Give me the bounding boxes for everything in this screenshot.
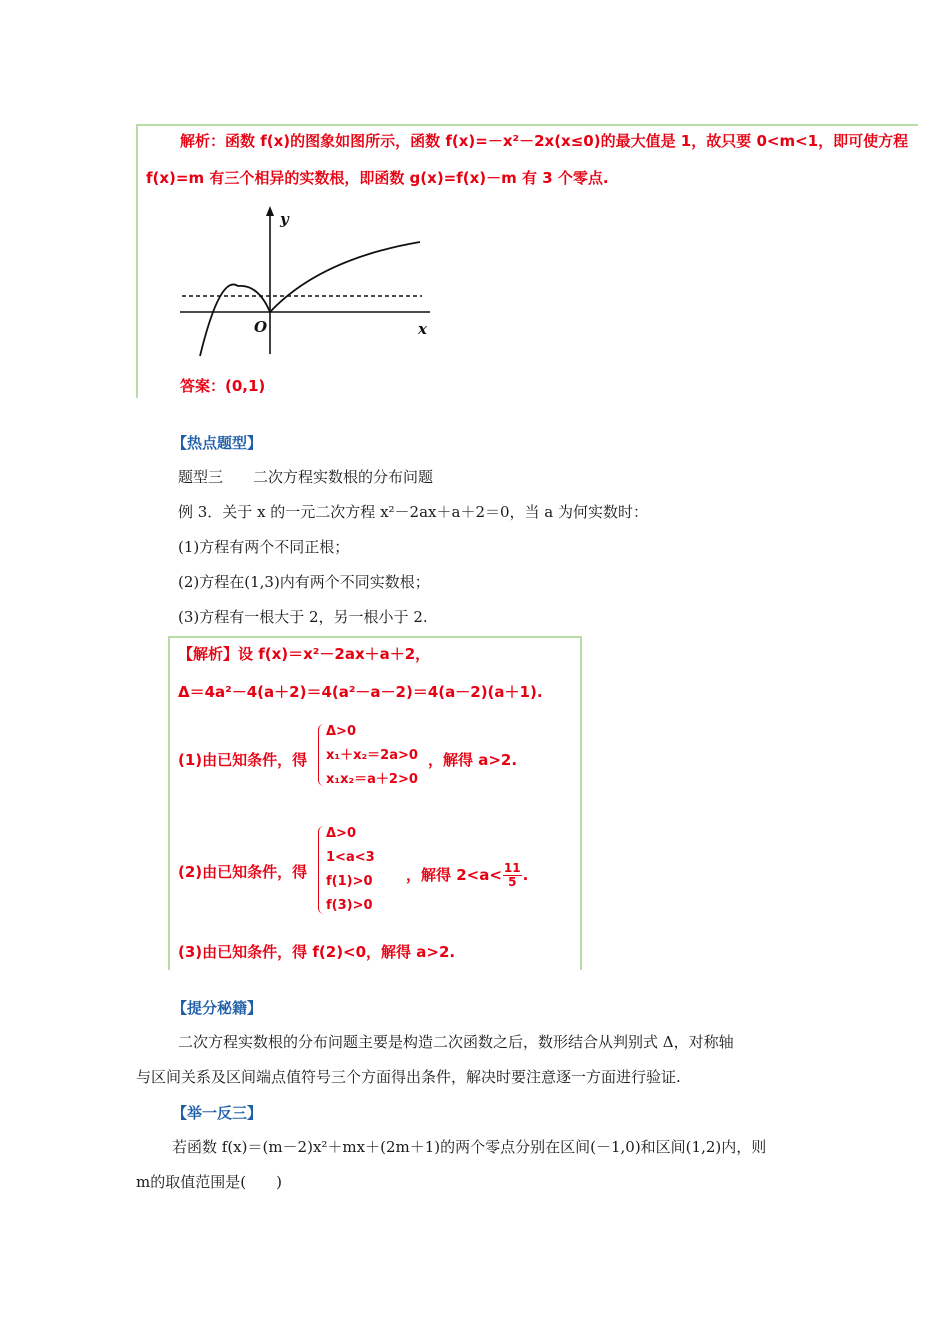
part1-prefix: (1)由已知条件，得 bbox=[178, 751, 308, 769]
tips-header: 【提分秘籍】 bbox=[172, 999, 263, 1017]
part2-fraction bbox=[503, 862, 522, 889]
solution-line-2: Δ＝4a²－4(a＋2)＝4(a²－a－2)＝4(a－2)(a＋1). bbox=[178, 683, 543, 701]
log-curve bbox=[270, 242, 420, 312]
practice-line-2: m的取值范围是( ) bbox=[136, 1173, 282, 1191]
part1-cond-2: x₁＋x₂＝2a>0 bbox=[326, 748, 418, 763]
part2-result-end: . bbox=[522, 866, 529, 884]
question-1: (1)方程有两个不同正根； bbox=[178, 538, 350, 556]
analysis-line-1: 解析：函数 f(x)的图象如图所示，函数 f(x)=－x²－2x(x≤0)的最大值是 1，故只要 0<m<1，即可使方程 bbox=[180, 132, 909, 150]
part2-cond-1: Δ>0 bbox=[326, 826, 356, 841]
solution-panel bbox=[168, 636, 582, 970]
practice-line-1: 若函数 f(x)＝(m－2)x²＋mx＋(2m＋1)的两个零点分别在区间(－1,0)和区间(1,2)内，则 bbox=[172, 1138, 767, 1156]
tips-line-2: 与区间关系及区间端点值符号三个方面得出条件，解决时要注意逐一方面进行验证. bbox=[136, 1068, 681, 1086]
part1-cond-1: Δ>0 bbox=[326, 724, 356, 739]
analysis-panel bbox=[136, 124, 918, 398]
question-3: (3)方程有一根大于 2，另一根小于 2. bbox=[178, 608, 428, 626]
part2-result-text: ，解得 2<a< bbox=[406, 866, 502, 884]
part2-cond-4: f(3)>0 bbox=[326, 898, 373, 913]
part1-result: ，解得 a>2. bbox=[428, 751, 518, 769]
part2-cond-3: f(1)>0 bbox=[326, 874, 373, 889]
part2-result bbox=[406, 862, 528, 889]
fraction-denominator: 5 bbox=[508, 875, 517, 889]
type-title: 题型三 二次方程实数根的分布问题 bbox=[178, 468, 434, 486]
part2-prefix: (2)由已知条件，得 bbox=[178, 863, 308, 881]
fraction-numerator: 11 bbox=[503, 861, 521, 875]
part3-line: (3)由已知条件，得 f(2)<0，解得 a>2. bbox=[178, 943, 456, 961]
analysis-line-2: f(x)=m 有三个相异的实数根，即函数 g(x)=f(x)－m 有 3 个零点. bbox=[146, 169, 609, 187]
practice-header: 【举一反三】 bbox=[172, 1104, 263, 1122]
x-label: x bbox=[418, 320, 427, 338]
function-graph bbox=[180, 204, 450, 364]
question-2: (2)方程在(1,3)内有两个不同实数根； bbox=[178, 573, 430, 591]
hot-topic-header: 【热点题型】 bbox=[172, 434, 263, 452]
part2-cond-2: 1<a<3 bbox=[326, 850, 375, 865]
part1-brace bbox=[318, 724, 325, 786]
example-3: 例 3．关于 x 的一元二次方程 x²－2ax＋a＋2＝0，当 a 为何实数时： bbox=[178, 503, 649, 521]
part2-brace bbox=[318, 826, 325, 914]
y-axis-arrow bbox=[266, 206, 274, 216]
answer-text: 答案：(0,1) bbox=[180, 377, 266, 395]
solution-line-1: 【解析】设 f(x)＝x²－2ax＋a＋2， bbox=[178, 645, 431, 663]
tips-line-1: 二次方程实数根的分布问题主要是构造二次函数之后，数形结合从判别式 Δ，对称轴 bbox=[178, 1033, 734, 1051]
part1-cond-3: x₁x₂＝a＋2>0 bbox=[326, 772, 418, 787]
origin-label: O bbox=[254, 318, 268, 336]
y-label: y bbox=[280, 210, 289, 228]
